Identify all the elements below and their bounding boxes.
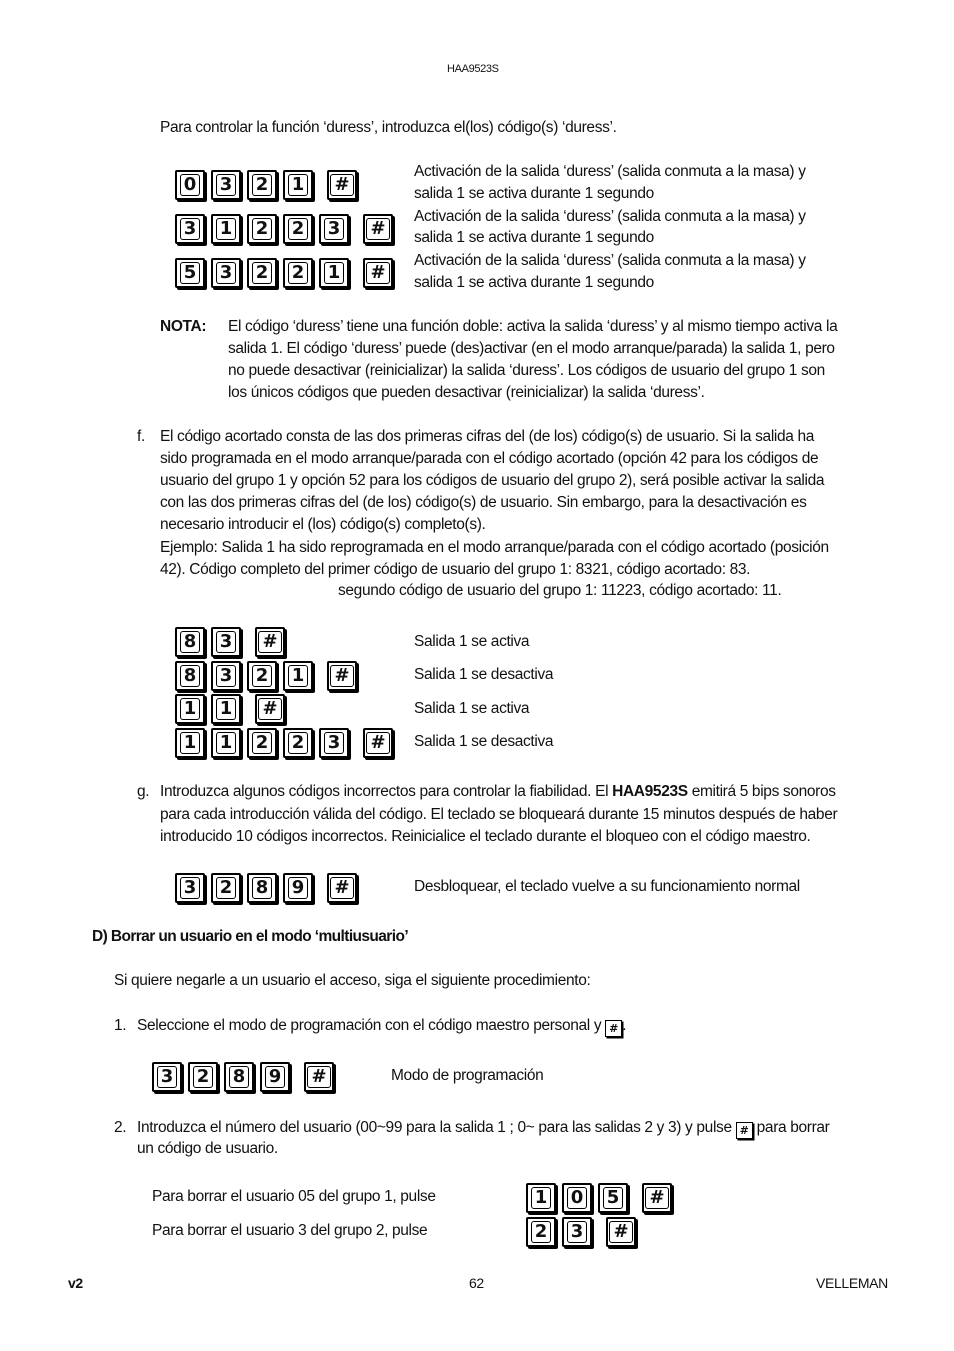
example-description: Activación de la salida ‘duress’ (salida conmuta a la masa) y — [414, 208, 806, 225]
example-description: Para borrar el usuario 05 del grupo 1, pulse — [152, 1188, 436, 1205]
keypad-sequence — [175, 661, 363, 691]
key-label: 3 — [157, 1066, 178, 1088]
paragraph-line: 42). Código completo del primer código de usuario del grupo 1: 8321, código acortado: 83. — [160, 561, 751, 578]
hash-key-icon: # — [736, 1122, 753, 1139]
hash-key-icon — [255, 694, 285, 724]
digit-key-icon — [211, 661, 241, 691]
digit-key-icon — [175, 214, 205, 244]
product-code: HAA9523S — [612, 783, 688, 800]
key-label: # — [330, 877, 353, 899]
footer-version: v2 — [68, 1275, 83, 1291]
digit-key-icon — [211, 627, 241, 657]
note-label: NOTA: — [160, 318, 207, 335]
key-label: 2 — [252, 732, 273, 754]
example-description: Activación de la salida ‘duress’ (salida conmuta a la masa) y — [414, 252, 806, 269]
digit-key-icon — [319, 728, 349, 758]
key-label: # — [258, 631, 281, 653]
key-label: 1 — [288, 174, 309, 196]
key-label: # — [366, 218, 389, 240]
digit-key-icon — [283, 214, 313, 244]
keypad-sequence — [175, 627, 291, 657]
key-label: # — [645, 1187, 668, 1209]
digit-key-icon — [247, 873, 277, 903]
paragraph-line: usuario del grupo 1 y opción 52 para los códigos de usuario del grupo 2), será posible activar la salida — [160, 472, 825, 489]
key-label: # — [330, 174, 353, 196]
hash-key-icon — [304, 1062, 334, 1092]
example-description: salida 1 se activa durante 1 segundo — [414, 185, 654, 202]
hash-key-icon: # — [605, 1020, 622, 1037]
key-label: 2 — [288, 732, 309, 754]
key-label: 3 — [324, 218, 345, 240]
example-description: salida 1 se activa durante 1 segundo — [414, 229, 654, 246]
example-description: Salida 1 se activa — [414, 700, 530, 717]
key-label: 9 — [288, 877, 309, 899]
digit-key-icon — [247, 170, 277, 200]
hash-key-icon — [363, 258, 393, 288]
digit-key-icon — [319, 258, 349, 288]
key-label: 2 — [252, 262, 273, 284]
key-label: # — [258, 698, 281, 720]
note-text: El código ‘duress’ tiene una función doble: activa la salida ‘duress’ y al mismo tiempo activa la — [228, 318, 838, 335]
key-label: 2 — [252, 174, 273, 196]
digit-key-icon — [260, 1062, 290, 1092]
paragraph-line — [160, 781, 836, 803]
digit-key-icon — [211, 694, 241, 724]
digit-key-icon — [211, 873, 241, 903]
digit-key-icon — [175, 694, 205, 724]
hash-key-icon — [327, 873, 357, 903]
key-label: 2 — [531, 1221, 552, 1243]
keypad-sequence — [175, 873, 363, 903]
digit-key-icon — [283, 170, 313, 200]
duress-intro-text: Para controlar la función ‘duress’, introduzca el(los) código(s) ‘duress’. — [160, 119, 617, 136]
key-label: 3 — [180, 218, 201, 240]
section-intro: Si quiere negarle a un usuario el acceso, siga el siguiente procedimiento: — [114, 972, 591, 989]
step-text: un código de usuario. — [137, 1140, 278, 1157]
key-label: 8 — [229, 1066, 250, 1088]
key-label: # — [330, 665, 353, 687]
example-description: Salida 1 se desactiva — [414, 666, 554, 683]
keypad-sequence — [175, 728, 399, 758]
paragraph-text: emitirá 5 bips sonoros — [687, 783, 836, 800]
paragraph-line: segundo código de usuario del grupo 1: 11223, código acortado: 11. — [338, 582, 782, 599]
example-description: Activación de la salida ‘duress’ (salida conmuta a la masa) y — [414, 163, 806, 180]
list-marker: g. — [137, 783, 150, 800]
digit-key-icon — [175, 170, 205, 200]
key-label: 1 — [180, 732, 201, 754]
step-text-content: Seleccione el modo de programación con el código maestro personal y — [137, 1017, 602, 1034]
key-label: 2 — [216, 877, 237, 899]
footer-page-number: 62 — [469, 1275, 484, 1291]
example-description: Modo de programación — [391, 1067, 544, 1084]
keypad-sequence — [175, 258, 399, 288]
step-text-content: para borrar — [756, 1119, 830, 1136]
key-label: 8 — [180, 631, 201, 653]
example-description: Salida 1 se desactiva — [414, 733, 554, 750]
digit-key-icon — [598, 1183, 628, 1213]
digit-key-icon — [319, 214, 349, 244]
paragraph-text: Introduzca algunos códigos incorrectos para controlar la fiabilidad. El — [160, 783, 613, 800]
key-label: 3 — [216, 665, 237, 687]
digit-key-icon — [175, 258, 205, 288]
example-description: salida 1 se activa durante 1 segundo — [414, 274, 654, 291]
key-label: 2 — [288, 218, 309, 240]
example-description: Salida 1 se activa — [414, 633, 530, 650]
key-label: 3 — [180, 877, 201, 899]
key-label: 1 — [216, 218, 237, 240]
step-text — [137, 1117, 829, 1139]
example-description: Para borrar el usuario 3 del grupo 2, pulse — [152, 1222, 428, 1239]
key-label: 2 — [288, 262, 309, 284]
key-label: 0 — [180, 174, 201, 196]
hash-key-icon — [363, 728, 393, 758]
list-marker: 1. — [114, 1017, 127, 1034]
key-label: # — [366, 732, 389, 754]
keypad-sequence — [175, 170, 363, 200]
paragraph-line: Ejemplo: Salida 1 ha sido reprogramada en el modo arranque/parada con el código acortado (posición — [160, 539, 829, 556]
digit-key-icon — [152, 1062, 182, 1092]
digit-key-icon — [247, 258, 277, 288]
step-text-content: Introduzca el número del usuario (00~99 para la salida 1 ; 0~ para las salidas 2 y 3) y pulse — [137, 1119, 732, 1136]
hash-key-icon — [327, 170, 357, 200]
paragraph-line: sido programada en el modo arranque/parada con el código acortado (opción 42 para los códigos de — [160, 450, 819, 467]
key-label: 1 — [324, 262, 345, 284]
key-label: 3 — [216, 631, 237, 653]
key-label: 3 — [216, 174, 237, 196]
keypad-sequence — [175, 214, 399, 244]
digit-key-icon — [175, 728, 205, 758]
footer-brand: VELLEMAN — [816, 1275, 888, 1291]
hash-key-icon — [327, 661, 357, 691]
list-marker: 2. — [114, 1119, 127, 1136]
digit-key-icon — [247, 214, 277, 244]
digit-key-icon — [562, 1183, 592, 1213]
keypad-sequence — [526, 1183, 678, 1213]
note-text: salida 1. El código ‘duress’ puede (des)activar (en el modo arranque/parada) la salida 1, pero — [228, 340, 835, 357]
paragraph-line: necesario introducir el (los) código(s) completo(s). — [160, 516, 486, 533]
key-label: # — [307, 1066, 330, 1088]
paragraph-line: con las dos primeras cifras del (de los) código(s) de usuario. Sin embargo, para la desactivación es — [160, 494, 807, 511]
key-label: 1 — [216, 732, 237, 754]
key-label: 1 — [288, 665, 309, 687]
key-label: 1 — [216, 698, 237, 720]
document-code-header: HAA9523S — [447, 63, 499, 75]
hash-key-icon — [255, 627, 285, 657]
key-label: # — [366, 262, 389, 284]
digit-key-icon — [211, 170, 241, 200]
key-label: 1 — [180, 698, 201, 720]
digit-key-icon — [175, 661, 205, 691]
digit-key-icon — [283, 661, 313, 691]
key-label: 5 — [180, 262, 201, 284]
key-label: 5 — [603, 1187, 624, 1209]
key-label: 2 — [252, 218, 273, 240]
hash-key-icon — [642, 1183, 672, 1213]
digit-key-icon — [247, 661, 277, 691]
section-heading: D) Borrar un usuario en el modo ‘multiusuario’ — [92, 928, 409, 945]
paragraph-line: El código acortado consta de las dos primeras cifras del (de los) código(s) de usuario. Si la salida ha — [160, 428, 815, 445]
digit-key-icon — [211, 728, 241, 758]
key-label: 3 — [324, 732, 345, 754]
key-label: # — [609, 1221, 632, 1243]
keypad-sequence — [152, 1062, 340, 1092]
paragraph-line: introducido 10 códigos incorrectos. Reinicialice el teclado durante el bloqueo con el código maestro. — [160, 828, 811, 845]
digit-key-icon — [211, 258, 241, 288]
example-description: Desbloquear, el teclado vuelve a su funcionamiento normal — [414, 878, 800, 895]
step-text — [137, 1015, 626, 1037]
step-text-tail: . — [622, 1017, 627, 1034]
keypad-sequence — [526, 1217, 642, 1247]
digit-key-icon — [562, 1217, 592, 1247]
keypad-sequence — [175, 694, 291, 724]
key-label: 2 — [252, 665, 273, 687]
key-label: 0 — [567, 1187, 588, 1209]
paragraph-line: para cada introducción válida del código. El teclado se bloqueará durante 15 minutos después de haber — [160, 806, 838, 823]
digit-key-icon — [211, 214, 241, 244]
note-text: no puede desactivar (reinicializar) la salida ‘duress’. Los códigos de usuario del grupo 1 son — [228, 362, 825, 379]
list-marker: f. — [137, 428, 145, 445]
digit-key-icon — [175, 627, 205, 657]
digit-key-icon — [175, 873, 205, 903]
key-label: 3 — [567, 1221, 588, 1243]
digit-key-icon — [283, 728, 313, 758]
key-label: 1 — [531, 1187, 552, 1209]
digit-key-icon — [283, 873, 313, 903]
digit-key-icon — [526, 1183, 556, 1213]
digit-key-icon — [224, 1062, 254, 1092]
hash-key-icon — [606, 1217, 636, 1247]
hash-key-icon — [363, 214, 393, 244]
key-label: 2 — [193, 1066, 214, 1088]
digit-key-icon — [247, 728, 277, 758]
key-label: 8 — [180, 665, 201, 687]
digit-key-icon — [188, 1062, 218, 1092]
digit-key-icon — [283, 258, 313, 288]
key-label: 3 — [216, 262, 237, 284]
note-text: los únicos códigos que pueden desactivar (reinicializar) la salida ‘duress’. — [228, 384, 705, 401]
key-label: 9 — [265, 1066, 286, 1088]
digit-key-icon — [526, 1217, 556, 1247]
key-label: 8 — [252, 877, 273, 899]
